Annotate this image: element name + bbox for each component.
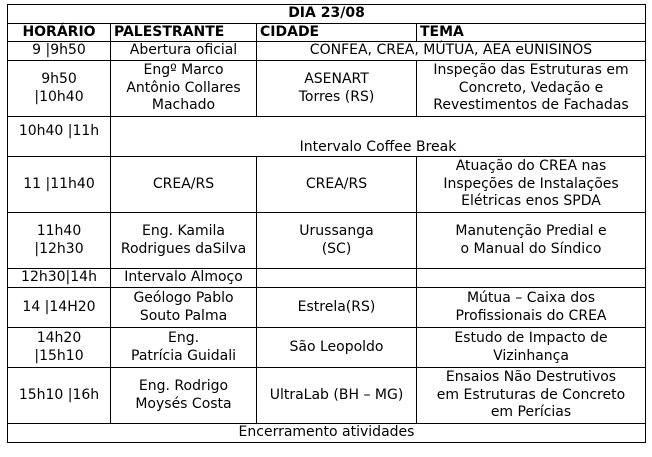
schedule-table-wrapper (7, 4, 646, 443)
header-cidade: CIDADE (257, 23, 417, 42)
table-row (8, 288, 646, 328)
header-horario: HORÁRIO (8, 23, 111, 42)
table-row (8, 213, 646, 269)
city-cell: Urussanga (SC) (257, 213, 417, 269)
time-cell: 11 |11h40 (8, 157, 111, 213)
table-row (8, 42, 646, 61)
table-title: DIA 23/08 (8, 5, 646, 24)
footer-row (8, 424, 646, 443)
speaker-cell: Eng. Kamila Rodrigues daSilva (111, 213, 257, 269)
time-cell: 14h20 |15h10 (8, 328, 111, 368)
table-row (8, 157, 646, 213)
time-cell: 12h30|14h (8, 269, 111, 288)
schedule-table (7, 4, 646, 443)
header-row (8, 23, 646, 42)
time-cell: 9 |9h50 (8, 42, 111, 61)
lunch-cell: Intervalo Almoço (111, 269, 257, 288)
topic-cell: Ensaios Não Destrutivos em Estruturas de Concreto em Perícias (417, 368, 646, 424)
city-cell: São Leopoldo (257, 328, 417, 368)
time-cell: 11h40 |12h30 (8, 213, 111, 269)
topic-cell: Manutenção Predial e o Manual do Síndico (417, 213, 646, 269)
speaker-cell: Geólogo Pablo Souto Palma (111, 288, 257, 328)
empty-topic-cell (417, 269, 646, 288)
city-cell: Estrela(RS) (257, 288, 417, 328)
speaker-cell: Eng. Patrícia Guidali (111, 328, 257, 368)
topic-cell: Inspeção das Estruturas em Concreto, Vedação e Revestimentos de Fachadas (417, 61, 646, 117)
speaker-cell: Abertura oficial (111, 42, 257, 61)
closing-cell: Encerramento atividades (8, 424, 646, 443)
speaker-cell: Eng. Rodrigo Moysés Costa (111, 368, 257, 424)
table-row (8, 61, 646, 117)
header-palestrante: PALESTRANTE (111, 23, 257, 42)
time-cell: 15h10 |16h (8, 368, 111, 424)
city-topic-cell: CONFEA, CREA, MÚTUA, AEA eUNISINOS (257, 42, 646, 61)
speaker-cell: Engº Marco Antônio Collares Machado (111, 61, 257, 117)
table-row (8, 269, 646, 288)
table-row (8, 328, 646, 368)
header-tema: TEMA (417, 23, 646, 42)
topic-cell: Mútua – Caixa dos Profissionais do CREA (417, 288, 646, 328)
topic-cell: Atuação do CREA nas Inspeções de Instalações Elétricas enos SPDA (417, 157, 646, 213)
table-row (8, 117, 646, 157)
city-cell: CREA/RS (257, 157, 417, 213)
time-cell: 9h50 |10h40 (8, 61, 111, 117)
empty-city-cell (257, 269, 417, 288)
table-row (8, 368, 646, 424)
city-cell: UltraLab (BH – MG) (257, 368, 417, 424)
topic-cell: Estudo de Impacto de Vizinhança (417, 328, 646, 368)
speaker-cell: CREA/RS (111, 157, 257, 213)
time-cell: 14 |14H20 (8, 288, 111, 328)
time-cell: 10h40 |11h (8, 117, 111, 157)
city-cell: ASENART Torres (RS) (257, 61, 417, 117)
break-cell: Intervalo Coffee Break (111, 117, 646, 157)
